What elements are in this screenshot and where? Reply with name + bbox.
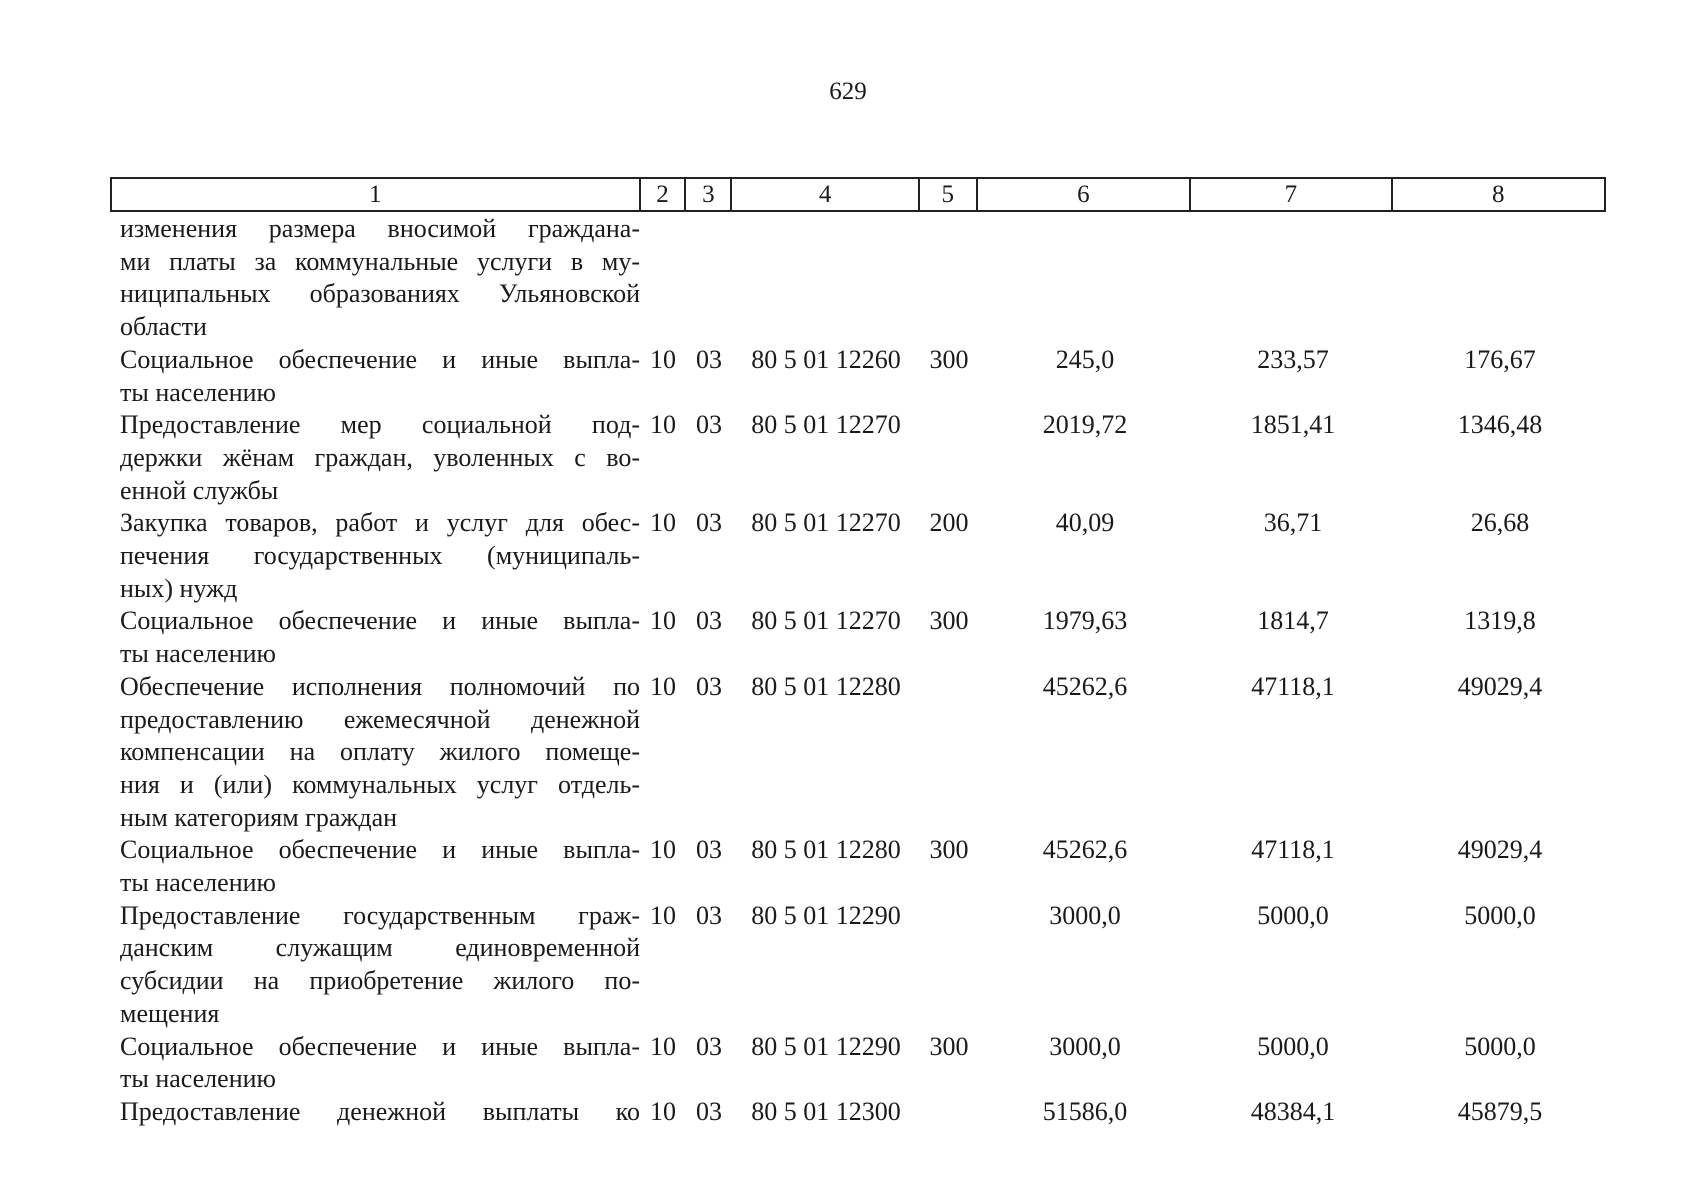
amount-col-6: 1979,63 (1042, 606, 1128, 636)
column-header-8: 8 (1492, 181, 1505, 208)
description-line: Обеспечение исполнения полномочий по (120, 671, 640, 701)
amount-col-7: 1851,41 (1250, 410, 1336, 440)
row-description (110, 834, 640, 899)
column-header-3: 3 (686, 179, 732, 210)
amount-col-8: 5000,0 (1464, 1031, 1536, 1061)
column-header-2: 2 (641, 179, 687, 210)
section-code: 10 (650, 1031, 676, 1061)
amount-col-6: 2019,72 (1042, 410, 1128, 440)
amount-col-7: 233,57 (1257, 344, 1329, 374)
description-line: данским служащим единовременной (120, 933, 640, 963)
column-header-1: 1 (112, 179, 641, 210)
description-line: держки жёнам граждан, уволенных с во- (120, 442, 640, 472)
section-code: 10 (650, 606, 676, 636)
subsection-code: 03 (696, 344, 722, 374)
table-row (110, 1031, 1606, 1096)
row-description (110, 900, 640, 1031)
subsection-code: 03 (696, 410, 722, 440)
description-line: Социальное обеспечение и иные выпла- (120, 1031, 640, 1061)
description-line: ты населению (120, 1064, 276, 1094)
expense-type-code: 300 (929, 1031, 969, 1061)
subsection-code: 03 (696, 900, 722, 930)
amount-col-8: 1346,48 (1457, 410, 1543, 440)
description-line: Закупка товаров, работ и услуг для обес- (120, 508, 640, 538)
description-line: мещения (120, 998, 220, 1028)
table-row (110, 507, 1606, 605)
description-line: ния и (или) коммунальных услуг отдель- (120, 769, 640, 799)
target-article-code: 80 5 01 12290 (751, 900, 901, 930)
table-row (110, 1096, 1606, 1129)
section-code: 10 (650, 344, 676, 374)
table-row (110, 605, 1606, 670)
amount-col-7: 47118,1 (1251, 671, 1335, 701)
table-row (110, 213, 1606, 344)
description-line: компенсации на оплату жилого помеще- (120, 737, 640, 767)
column-header-7: 7 (1191, 179, 1392, 210)
description-line: субсидии на приобретение жилого по- (120, 966, 640, 996)
amount-col-6: 245,0 (1055, 344, 1115, 374)
section-code: 10 (650, 900, 676, 930)
row-description (110, 409, 640, 507)
amount-col-8: 45879,5 (1457, 1096, 1543, 1126)
description-line: ных) нужд (120, 573, 238, 603)
row-description (110, 1096, 640, 1129)
target-article-code: 80 5 01 12270 (751, 606, 901, 636)
expense-type-code: 300 (929, 835, 969, 865)
description-line: Социальное обеспечение и иные выпла- (120, 835, 640, 865)
subsection-code: 03 (696, 606, 722, 636)
column-header-5: 5 (920, 179, 978, 210)
subsection-code: 03 (696, 508, 722, 538)
expense-type-code: 300 (929, 606, 969, 636)
table-row (110, 344, 1606, 409)
amount-col-6: 51586,0 (1042, 1096, 1128, 1126)
table-row (110, 671, 1606, 835)
table-header (110, 177, 1606, 212)
amount-col-8: 26,68 (1470, 508, 1530, 538)
page-number: 629 (829, 78, 867, 105)
amount-col-6: 45262,6 (1042, 835, 1128, 865)
row-description (110, 671, 640, 835)
section-code: 10 (650, 410, 676, 440)
description-line: предоставлению ежемесячной денежной (120, 704, 640, 734)
description-line: области (120, 312, 207, 342)
description-line: Социальное обеспечение и иные выпла- (120, 344, 640, 374)
expense-type-code: 300 (929, 344, 969, 374)
amount-col-7: 1814,7 (1257, 606, 1329, 636)
description-line: Предоставление денежной выплаты ко (120, 1096, 640, 1126)
table-row (110, 834, 1606, 899)
amount-col-7: 36,71 (1263, 508, 1323, 538)
section-code: 10 (650, 1096, 676, 1126)
description-line: Предоставление мер социальной под- (120, 410, 640, 440)
amount-col-7: 48384,1 (1250, 1096, 1336, 1126)
expense-type-code: 200 (929, 508, 969, 538)
amount-col-8: 5000,0 (1464, 900, 1536, 930)
target-article-code: 80 5 01 12260 (751, 344, 901, 374)
target-article-code: 80 5 01 12280 (751, 835, 901, 865)
target-article-code: 80 5 01 12290 (751, 1031, 901, 1061)
table-row (110, 900, 1606, 1031)
section-code: 10 (650, 508, 676, 538)
description-line: енной службы (120, 475, 279, 505)
target-article-code: 80 5 01 12270 (751, 508, 901, 538)
row-description (110, 213, 640, 344)
amount-col-6: 40,09 (1055, 508, 1115, 538)
row-description (110, 507, 640, 605)
subsection-code: 03 (696, 835, 722, 865)
subsection-code: 03 (696, 671, 722, 701)
row-description (110, 605, 640, 670)
column-header-6: 6 (978, 179, 1191, 210)
target-article-code: 80 5 01 12270 (751, 410, 901, 440)
amount-col-7: 47118,1 (1251, 835, 1335, 865)
row-description (110, 344, 640, 409)
amount-col-8: 176,67 (1464, 344, 1536, 374)
target-article-code: 80 5 01 12300 (751, 1096, 901, 1126)
amount-col-7: 5000,0 (1257, 1031, 1329, 1061)
amount-col-8: 49029,4 (1457, 671, 1543, 701)
table-body (110, 213, 1606, 1129)
subsection-code: 03 (696, 1096, 722, 1126)
description-line: ты населению (120, 639, 276, 669)
table-row (110, 409, 1606, 507)
row-description (110, 1031, 640, 1096)
amount-col-6: 3000,0 (1049, 900, 1121, 930)
amount-col-8: 1319,8 (1464, 606, 1536, 636)
description-line: Социальное обеспечение и иные выпла- (120, 606, 640, 636)
amount-col-8: 49029,4 (1457, 835, 1543, 865)
description-line: Предоставление государственным граж- (120, 900, 640, 930)
section-code: 10 (650, 671, 676, 701)
section-code: 10 (650, 835, 676, 865)
description-line: изменения размера вносимой граждана- (120, 214, 640, 243)
description-line: ты населению (120, 377, 276, 407)
description-line: ным категориям граждан (120, 802, 398, 832)
subsection-code: 03 (696, 1031, 722, 1061)
amount-col-7: 5000,0 (1257, 900, 1329, 930)
target-article-code: 80 5 01 12280 (751, 671, 901, 701)
amount-col-6: 3000,0 (1049, 1031, 1121, 1061)
description-line: ми платы за коммунальные услуги в му- (120, 246, 640, 276)
description-line: ниципальных образованиях Ульяновской (120, 279, 640, 309)
column-header-4: 4 (732, 179, 920, 210)
description-line: печения государственных (муниципаль- (120, 541, 640, 571)
description-line: ты населению (120, 868, 276, 898)
amount-col-6: 45262,6 (1042, 671, 1128, 701)
